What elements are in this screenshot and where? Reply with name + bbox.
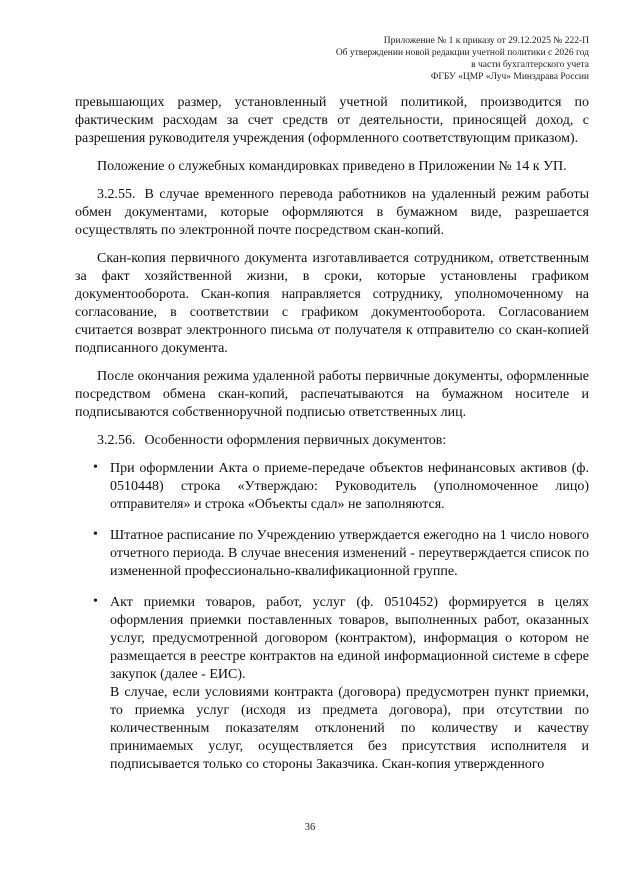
document-content	[75, 35, 589, 787]
bullet-list	[75, 460, 589, 774]
list-item-text: Штатное расписание по Учреждению утверждается ежегодно на 1 число нового отчетного периода. В случае внесения изменений - переутверждается список по измененной профессионально-квалификационной группе.	[110, 528, 589, 579]
header-line: в части бухгалтерского учета	[471, 60, 589, 70]
header-line: Об утверждении новой редакции учетной политики с 2026 год	[335, 48, 589, 58]
paragraph-after-remote: После окончания режима удаленной работы первичные документы, оформленные посредством обмена скан-копий, распечатываются на бумажном носителе и подписываются собственноручной подписью ответственных лиц.	[75, 369, 589, 420]
clause-number: 3.2.55.	[97, 187, 136, 202]
list-item-text: Акт приемки товаров, работ, услуг (ф. 0510452) формируется в целях оформления приемки поставленных товаров, выполненных работ, оказанных услуг, предусмотренной договором (контрактом), информация о котором не размещается в реестре контрактов на единой информационной системе в сфере закупок (далее - ЕИС).	[110, 595, 589, 682]
bullet-icon: •	[93, 594, 98, 609]
clause-number: 3.2.56.	[97, 433, 136, 448]
paragraph-3-2-55	[75, 186, 589, 240]
header-line: Приложение № 1 к приказу от 29.12.2025 № 222-П	[383, 36, 589, 46]
list-item	[75, 594, 589, 774]
clause-text: Особенности оформления первичных документов:	[144, 433, 447, 448]
paragraph-continuation: превышающих размер, установленный учетной политикой, производится по фактическим расходам за счет средств от деятельности, приносящей доход, с разрешения руководителя учреждения (оформленного соответствующим приказом).	[75, 95, 589, 146]
bullet-icon: •	[93, 527, 98, 542]
list-item-text: При оформлении Акта о приеме-передаче объектов нефинансовых активов (ф. 0510448) строка «Утверждаю: Руководитель (уполномоченное лицо) отправителя» и строка «Объекты сдал» не заполняются.	[110, 461, 589, 512]
appendix-header	[75, 35, 589, 83]
paragraph-scan-copy: Скан-копия первичного документа изготавливается сотрудником, ответственным за факт хозяйственной жизни, в сроки, которые установлены графиком документооборота. Скан-копия направляется сотруднику, уполномоченному на согласование, в соответствии с графиком документооборота. Согласованием считается возврат электронного письма от получателя к отправителю со скан-копией подписанного документа.	[75, 251, 589, 356]
paragraph-3-2-56	[75, 432, 589, 450]
list-item-text-continued: В случае, если условиями контракта (договора) предусмотрен пункт приемки, то приемка услуг (исходя из предмета договора), при отсутствии по количественным показателям отклонений по количеству и качеству принимаемых услуг, осуществляется без присутствия исполнителя и подписывается только со стороны Заказчика. Скан-копия утвержденного	[110, 685, 589, 772]
clause-text: В случае временного перевода работников на удаленный режим работы обмен документами, которые оформляются в бумажном виде, разрешается осуществлять по электронной почте посредством скан-копий.	[75, 187, 589, 238]
bullet-icon: •	[93, 460, 98, 475]
list-item	[75, 460, 589, 514]
paragraph-business-trips: Положение о служебных командировках приведено в Приложении № 14 к УП.	[97, 159, 567, 174]
list-item	[75, 527, 589, 581]
page-number: 36	[304, 822, 316, 833]
header-line: ФГБУ «ЦМР «Луч» Минздрава России	[430, 72, 589, 82]
